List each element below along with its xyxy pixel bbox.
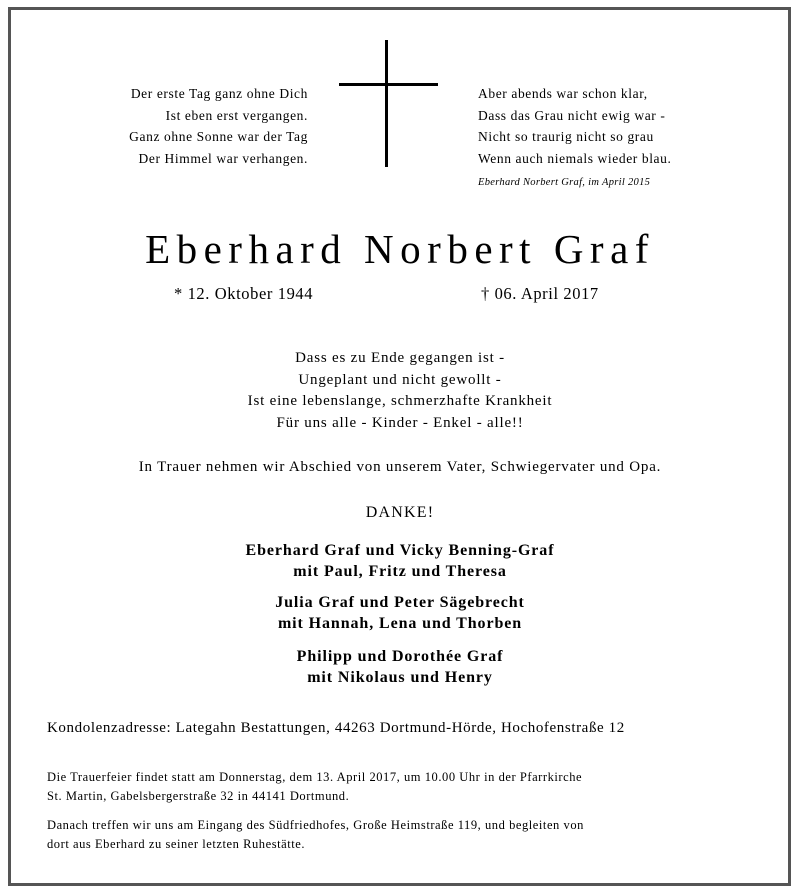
family-children: mit Hannah, Lena und Thorben [277,615,523,632]
verse-line: Ungeplant und nicht gewollt - [298,371,502,388]
poem-right-line: Nicht so traurig nicht so grau [478,129,654,144]
poem-right [478,83,778,194]
afterwards-line: dort aus Eberhard zu seiner letzten Ruhestätte. [47,837,306,851]
ceremony-line: St. Martin, Gabelsbergerstraße 32 in 44141 Dortmund. [47,789,350,803]
verse-line: Dass es zu Ende gegangen ist - [295,350,505,366]
family-names: Eberhard Graf und Vicky Benning-Graf [245,542,555,559]
poem-left-line: Der erste Tag ganz ohne Dich [130,86,308,101]
family-group [0,646,800,688]
poem-left [60,83,308,169]
afterwards-line: Danach treffen wir uns am Eingang des Südfriedhofes, Große Heimstraße 119, und begleiten von [47,818,584,832]
deceased-name: Eberhard Norbert Graf [145,226,655,272]
verse-line: Für uns alle - Kinder - Enkel - alle!! [276,414,524,431]
family-group [0,540,800,582]
poem-left-line: Der Himmel war verhangen. [138,150,308,166]
family-children: mit Nikolaus und Henry [307,669,493,686]
ceremony-line: Die Trauerfeier findet statt am Donnerstag, dem 13. April 2017, um 10.00 Uhr in der Pfarrkirche [47,770,583,784]
poem-left-line: Ist eben erst vergangen. [165,107,308,123]
cross-icon-horizontal [339,83,438,86]
poem-author: Eberhard Norbert Graf, im April 2015 [478,177,651,188]
poem-right-line: Wenn auch niemals wieder blau. [478,150,672,166]
poem-right-line: Dass das Grau nicht ewig war - [478,107,666,123]
poem-right-line: Aber abends war schon klar, [478,86,648,101]
birth-date: * 12. Oktober 1944 [174,284,314,303]
family-names: Julia Graf und Peter Sägebrecht [275,594,525,611]
afterwards-info [47,816,777,854]
death-date: † 06. April 2017 [481,284,599,303]
mourning-text: In Trauer nehmen wir Abschied von unserem Vater, Schwiegervater und Opa. [138,459,662,475]
condolence-address: Kondolenzadresse: Lategahn Bestattungen, 44263 Dortmund-Hörde, Hochofenstraße 12 [47,720,625,736]
verse [0,348,800,434]
family-names: Philipp und Dorothée Graf [296,648,504,665]
cross-icon-vertical [385,40,388,167]
verse-line: Ist eine lebenslange, schmerzhafte Krankheit [247,393,553,409]
thanks-heading: DANKE! [365,504,435,521]
poem-left-line: Ganz ohne Sonne war der Tag [129,129,308,144]
family-children: mit Paul, Fritz und Theresa [293,563,507,580]
family-group [0,592,800,634]
ceremony-info [47,768,777,806]
